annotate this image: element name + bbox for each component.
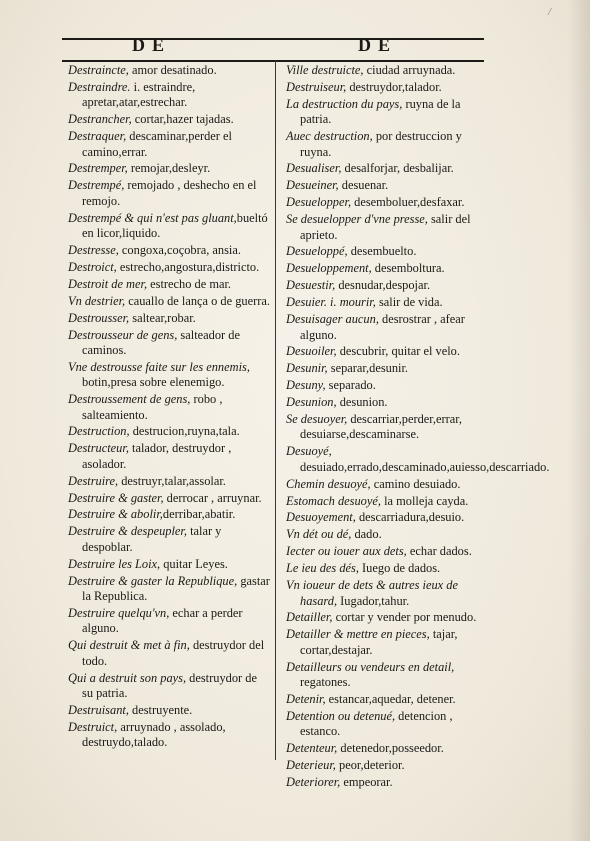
dictionary-entry — [286, 378, 488, 393]
entry-headword: Vn ioueur de dets & autres ieux de hasard, — [286, 578, 458, 608]
dictionary-entry — [286, 312, 488, 343]
dictionary-entry — [286, 244, 488, 259]
entry-definition: estrecho de mar. — [147, 276, 231, 291]
entry-definition: amor desatinado. — [128, 63, 217, 77]
entry-headword: Desualiser, — [286, 161, 342, 176]
dictionary-entry — [286, 63, 488, 78]
entry-headword: Destraindre. — [68, 79, 131, 94]
entry-headword: Destruiseur, — [286, 79, 347, 94]
entry-definition: bueltó en licor,liquido. — [82, 210, 268, 241]
entry-headword: Estomach desuoyé, — [286, 493, 381, 508]
dictionary-entry — [286, 80, 488, 95]
page-edge-shadow — [568, 0, 590, 841]
dictionary-entry — [68, 507, 270, 522]
entry-headword: Destructeur, — [68, 441, 129, 456]
entry-definition: empeorar. — [340, 774, 393, 789]
entry-definition: estancar,aquedar, detener. — [325, 691, 456, 706]
dictionary-entry — [286, 610, 488, 625]
dictionary-entry — [68, 294, 270, 309]
dictionary-entry — [286, 395, 488, 410]
entry-headword: Desueloppement, — [286, 261, 372, 276]
dictionary-entry — [286, 494, 488, 509]
dictionary-entry — [286, 741, 488, 756]
entry-definition: destrucion,ruyna,tala. — [129, 424, 240, 439]
entry-headword: Deteriorer, — [286, 774, 341, 789]
entry-definition: Iuego de dados. — [358, 561, 441, 576]
entry-headword: Destroussement de gens, — [68, 392, 191, 407]
entry-headword: Destruire, — [68, 473, 119, 488]
entry-headword: Destruction, — [68, 424, 130, 439]
dictionary-entry — [286, 161, 488, 176]
dictionary-entry — [286, 692, 488, 707]
dictionary-entry — [68, 277, 270, 292]
dictionary-entry — [286, 544, 488, 559]
entry-headword: Chemin desuoyé, — [286, 476, 371, 491]
dictionary-entry — [286, 758, 488, 773]
entry-headword: Destroit de mer, — [68, 276, 148, 291]
entry-headword: Destrancher, — [68, 112, 132, 127]
dictionary-entry — [286, 295, 488, 310]
entry-definition: peor,deterior. — [335, 758, 405, 773]
entry-headword: Detailler & mettre en pieces, — [286, 627, 430, 642]
entry-definition: salir de vida. — [375, 295, 443, 310]
entry-headword: Desuestir, — [286, 278, 336, 293]
dictionary-entry — [286, 412, 488, 443]
header-right: DE — [358, 35, 398, 55]
entry-definition: separado. — [325, 378, 376, 393]
entry-headword: Desueloppé, — [286, 244, 348, 259]
entry-headword: Destrempé, — [68, 178, 125, 193]
right-column — [286, 63, 550, 792]
entry-headword: Auec destruction, — [286, 129, 373, 144]
entry-headword: Vne destrousse faite sur les ennemis, — [68, 359, 250, 374]
dictionary-entry — [68, 524, 270, 555]
dictionary-entry — [68, 260, 270, 275]
entry-definition: remojado , deshecho en el remojo. — [82, 178, 257, 208]
dictionary-entry — [68, 243, 270, 258]
entry-headword: Destrousseur de gens, — [68, 327, 178, 342]
dictionary-entry — [68, 392, 270, 423]
entry-definition: derrocar , arruynar. — [163, 490, 262, 505]
entry-definition: descarriadura,desuio. — [355, 510, 465, 525]
dictionary-entry — [286, 578, 488, 609]
entry-headword: Destruire quelqu'vn, — [68, 605, 170, 620]
entry-headword: Qui a destruit son pays, — [68, 670, 187, 685]
entry-definition: regatones. — [300, 675, 351, 690]
column-divider — [275, 60, 276, 760]
dictionary-entry — [68, 311, 270, 326]
entry-headword: Destroict, — [68, 259, 117, 274]
entry-headword: Detenir, — [286, 691, 326, 706]
entry-definition: desembuelto. — [347, 244, 417, 259]
entry-definition: desuenar. — [338, 178, 389, 193]
entry-headword: Detailleurs ou vendeurs en detail, — [286, 659, 455, 674]
entry-headword: Desueiner, — [286, 178, 339, 193]
entry-headword: Destruire les Loix, — [68, 556, 161, 571]
entry-headword: Destrousser, — [68, 310, 130, 325]
dictionary-entry — [68, 638, 270, 669]
entry-definition: desuiado,errado,descaminado,auiesso,descarriado. — [300, 459, 550, 474]
entry-headword: Destruire & gaster, — [68, 490, 164, 505]
entry-definition: desrostrar , afear alguno. — [300, 312, 465, 342]
entry-definition: gastar la Republica. — [82, 573, 270, 603]
dictionary-entry — [68, 129, 270, 160]
dictionary-entry — [68, 161, 270, 176]
entry-definition: destruyr,talar,assolar. — [118, 473, 226, 488]
dictionary-entry — [286, 527, 488, 542]
dictionary-entry — [286, 361, 488, 376]
entry-headword: La destruction du pays, — [286, 96, 403, 111]
entry-headword: Desunion, — [286, 395, 337, 410]
entry-headword: Vn dét ou dé, — [286, 527, 352, 542]
entry-definition: descarriar,perder,errar, desuiarse,descaminarse. — [300, 412, 463, 442]
entry-headword: Qui destruit & met à fin, — [68, 638, 190, 653]
entry-definition: la molleja cayda. — [380, 493, 469, 508]
dictionary-entry — [68, 360, 270, 391]
entry-headword: Destruire & abolir, — [68, 507, 163, 522]
entry-definition: desemboltura. — [371, 261, 445, 276]
dictionary-entry — [286, 278, 488, 293]
entry-definition: desemboluer,desfaxar. — [351, 195, 465, 210]
entry-definition: echar a perder alguno. — [82, 605, 243, 636]
entry-headword: Vn destrier, — [68, 293, 126, 308]
entry-headword: Ville destruicte, — [286, 63, 364, 77]
dictionary-entry — [68, 606, 270, 637]
entry-definition: i. estraindre, apretar,atar,estrechar. — [82, 79, 196, 110]
dictionary-entry — [68, 441, 270, 472]
entry-definition: destruydor del todo. — [82, 638, 265, 668]
entry-definition: talador, destruydor , asolador. — [82, 441, 232, 471]
entry-definition: ruyna de la patria. — [300, 96, 461, 127]
entry-definition: Iugador,tahur. — [337, 593, 410, 608]
entry-definition: dado. — [351, 527, 382, 542]
dictionary-entry — [68, 80, 270, 111]
entry-headword: Iecter ou iouer aux dets, — [286, 544, 407, 559]
entry-headword: Desuny, — [286, 378, 326, 393]
entry-definition: detenedor,posseedor. — [337, 741, 444, 756]
entry-headword: Desuelopper, — [286, 195, 352, 210]
entry-definition: talar y despoblar. — [82, 524, 222, 554]
dictionary-entry — [286, 97, 488, 128]
entry-headword: Desunir, — [286, 361, 328, 376]
dictionary-entry — [68, 424, 270, 439]
header-left: DE — [132, 35, 172, 55]
dictionary-entry — [286, 510, 488, 525]
entry-definition: desnudar,despojar. — [335, 278, 431, 293]
dictionary-entry — [68, 178, 270, 209]
dictionary-entry — [286, 627, 488, 658]
entry-headword: Destresse, — [68, 242, 119, 257]
dictionary-entry — [68, 491, 270, 506]
header-rule — [62, 60, 484, 62]
entry-definition: desalforjar, desbalijar. — [341, 161, 454, 176]
entry-definition: echar dados. — [406, 544, 472, 559]
entry-definition: arruynado , assolado, destruydo,talado. — [82, 719, 226, 750]
corner-mark: / — [548, 6, 552, 18]
dictionary-entry — [286, 477, 488, 492]
entry-headword: Deterieur, — [286, 758, 336, 773]
entry-headword: Desuoyement, — [286, 510, 356, 525]
dictionary-entry — [286, 261, 488, 276]
entry-definition: remojar,desleyr. — [127, 161, 211, 176]
entry-headword: Desuier. i. mourir, — [286, 295, 376, 310]
dictionary-entry — [68, 328, 270, 359]
entry-definition: descaminar,perder el camino,errar. — [82, 129, 232, 159]
entry-headword: Destruisant, — [68, 702, 129, 717]
entry-definition: cortar y vender por menudo. — [332, 610, 477, 625]
entry-definition: derribar,abatir. — [162, 507, 236, 522]
dictionary-entry — [68, 671, 270, 702]
entry-headword: Detailler, — [286, 610, 333, 625]
entry-headword: Le ieu des dés, — [286, 561, 359, 576]
dictionary-entry — [286, 212, 488, 243]
entry-headword: Desuoyé, — [286, 444, 332, 459]
entry-definition: cauallo de lança o de guerra. — [125, 293, 270, 308]
entry-headword: Destruict, — [68, 719, 118, 734]
entry-definition: descubrir, quitar el velo. — [336, 344, 460, 359]
entry-definition: detencion , estanco. — [300, 708, 453, 739]
entry-definition: desunion. — [336, 395, 388, 410]
dictionary-entry — [68, 112, 270, 127]
dictionary-entry — [286, 129, 488, 160]
entry-headword: Se desuoyer, — [286, 412, 348, 427]
entry-definition: congoxa,coçobra, ansia. — [118, 242, 241, 257]
entry-headword: Desuoiler, — [286, 344, 337, 359]
entry-headword: Destraincte, — [68, 63, 129, 77]
entry-definition: tajar, cortar,destajar. — [300, 627, 458, 657]
entry-definition: estrecho,angostura,districto. — [116, 259, 260, 274]
entry-definition: botin,presa sobre elenemigo. — [82, 375, 225, 390]
dictionary-entry — [68, 211, 270, 242]
entry-headword: Destrempé & qui n'est pas gluant, — [68, 210, 237, 225]
dictionary-entry — [68, 557, 270, 572]
entry-definition: quitar Leyes. — [160, 556, 228, 571]
dictionary-entry — [68, 474, 270, 489]
dictionary-entry — [286, 775, 488, 790]
dictionary-entry — [286, 660, 488, 691]
entry-definition: por destruccion y ruyna. — [300, 129, 462, 159]
entry-definition: cortar,hazer tajadas. — [131, 112, 234, 127]
entry-headword: Detention ou detenué, — [286, 708, 396, 723]
entry-headword: Destruire & despeupler, — [68, 524, 187, 539]
entry-definition: ciudad arruynada. — [363, 63, 456, 77]
entry-definition: salir del aprieto. — [300, 212, 471, 242]
entry-definition: destruyente. — [128, 702, 193, 717]
left-column — [68, 63, 270, 752]
dictionary-entry — [286, 344, 488, 359]
entry-headword: Destruire & gaster la Republique, — [68, 573, 238, 588]
entry-headword: Detenteur, — [286, 741, 338, 756]
dictionary-entry — [286, 444, 550, 475]
dictionary-entry — [286, 709, 488, 740]
entry-definition: separar,desunir. — [327, 361, 409, 376]
dictionary-entry — [286, 195, 488, 210]
dictionary-entry — [286, 561, 488, 576]
dictionary-entry — [286, 178, 488, 193]
entry-definition: saltear,robar. — [129, 310, 196, 325]
entry-definition: salteador de caminos. — [82, 327, 240, 357]
entry-headword: Destraquer, — [68, 129, 127, 144]
dictionary-entry — [68, 574, 270, 605]
entry-headword: Desuisager aucun, — [286, 312, 379, 327]
entry-headword: Destremper, — [68, 161, 128, 176]
entry-definition: robo , salteamiento. — [82, 392, 223, 422]
dictionary-entry — [68, 63, 270, 78]
entry-headword: Se desuelopper d'vne presse, — [286, 212, 428, 227]
entry-definition: destruydor de su patria. — [82, 670, 257, 700]
dictionary-entry — [68, 703, 270, 718]
running-header — [62, 32, 484, 58]
entry-definition: camino desuiado. — [370, 476, 461, 491]
entry-definition: destruydor,talador. — [346, 79, 442, 94]
dictionary-entry — [68, 720, 270, 751]
